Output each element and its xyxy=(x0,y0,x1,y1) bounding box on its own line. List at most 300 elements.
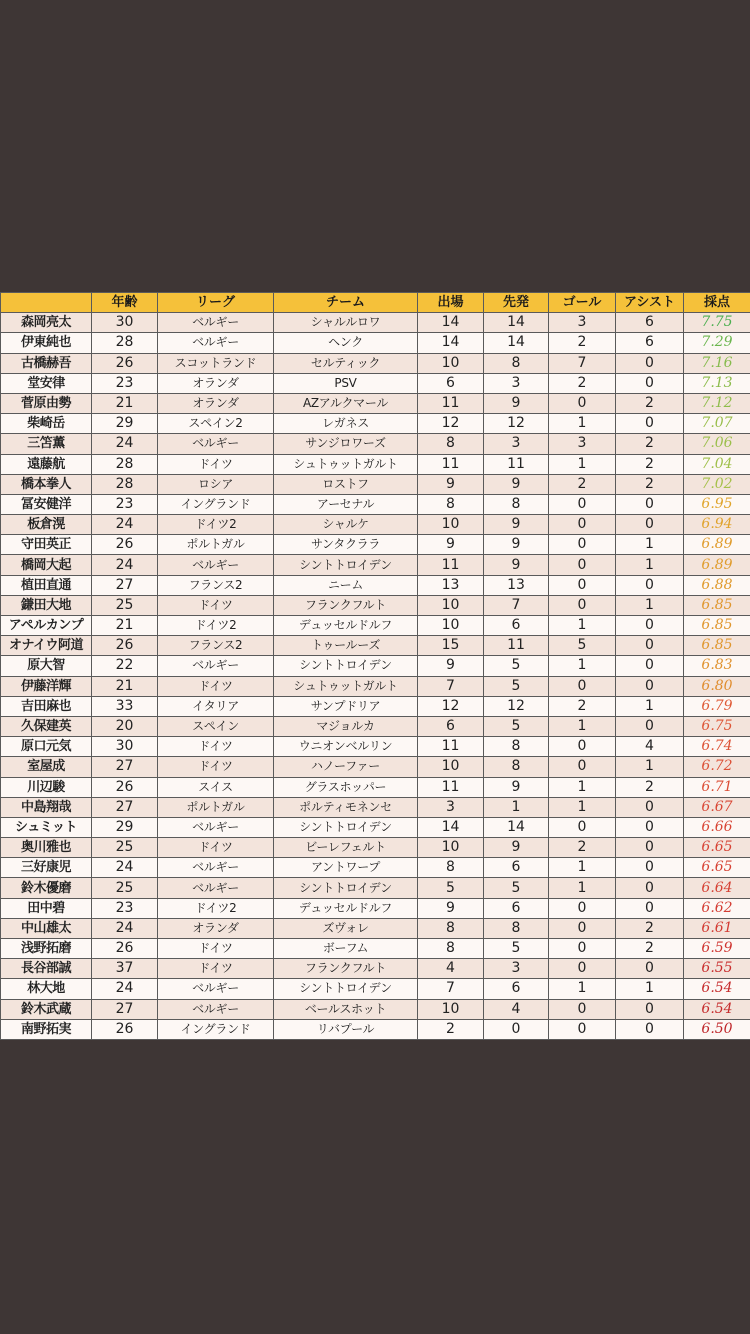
cell-league: スペイン2 xyxy=(158,414,274,434)
cell-starts: 14 xyxy=(484,333,549,353)
cell-name: 吉田麻也 xyxy=(1,696,92,716)
cell-starts: 8 xyxy=(484,353,549,373)
cell-league: ドイツ xyxy=(158,737,274,757)
cell-team: サンジロワーズ xyxy=(274,434,418,454)
cell-name: 守田英正 xyxy=(1,535,92,555)
cell-age: 21 xyxy=(92,393,158,413)
cell-name: 板倉滉 xyxy=(1,515,92,535)
cell-assists: 1 xyxy=(616,555,684,575)
cell-starts: 9 xyxy=(484,838,549,858)
cell-starts: 6 xyxy=(484,979,549,999)
cell-league: ロシア xyxy=(158,474,274,494)
cell-assists: 0 xyxy=(616,898,684,918)
cell-rating: 7.02 xyxy=(684,474,750,494)
cell-apps: 12 xyxy=(418,696,484,716)
cell-name: 原口元気 xyxy=(1,737,92,757)
cell-assists: 0 xyxy=(616,676,684,696)
cell-goals: 0 xyxy=(549,737,616,757)
cell-league: フランス2 xyxy=(158,636,274,656)
cell-team: レガネス xyxy=(274,414,418,434)
cell-goals: 1 xyxy=(549,858,616,878)
cell-rating: 6.80 xyxy=(684,676,750,696)
cell-assists: 0 xyxy=(616,515,684,535)
cell-starts: 9 xyxy=(484,515,549,535)
cell-league: イタリア xyxy=(158,696,274,716)
cell-assists: 2 xyxy=(616,434,684,454)
cell-league: オランダ xyxy=(158,373,274,393)
table-row xyxy=(1,434,750,454)
cell-apps: 2 xyxy=(418,1019,484,1039)
cell-starts: 5 xyxy=(484,878,549,898)
cell-assists: 0 xyxy=(616,373,684,393)
cell-apps: 8 xyxy=(418,918,484,938)
table-row xyxy=(1,1019,750,1039)
cell-team: アーセナル xyxy=(274,494,418,514)
cell-league: ベルギー xyxy=(158,333,274,353)
cell-age: 27 xyxy=(92,999,158,1019)
cell-age: 26 xyxy=(92,939,158,959)
cell-starts: 5 xyxy=(484,716,549,736)
cell-team: シントトロイデン xyxy=(274,817,418,837)
cell-starts: 12 xyxy=(484,414,549,434)
cell-team: シントトロイデン xyxy=(274,656,418,676)
cell-name: 長谷部誠 xyxy=(1,959,92,979)
cell-league: ドイツ xyxy=(158,595,274,615)
cell-assists: 6 xyxy=(616,313,684,333)
cell-starts: 9 xyxy=(484,393,549,413)
cell-age: 25 xyxy=(92,838,158,858)
table-row xyxy=(1,555,750,575)
table-row xyxy=(1,999,750,1019)
cell-name: アペルカンプ xyxy=(1,616,92,636)
cell-starts: 6 xyxy=(484,858,549,878)
cell-league: ベルギー xyxy=(158,555,274,575)
table-row xyxy=(1,979,750,999)
cell-rating: 6.66 xyxy=(684,817,750,837)
table-row xyxy=(1,939,750,959)
cell-name: 冨安健洋 xyxy=(1,494,92,514)
cell-goals: 0 xyxy=(549,898,616,918)
cell-league: スコットランド xyxy=(158,353,274,373)
cell-starts: 9 xyxy=(484,474,549,494)
cell-starts: 14 xyxy=(484,817,549,837)
table-row xyxy=(1,737,750,757)
table-row xyxy=(1,414,750,434)
cell-league: スイス xyxy=(158,777,274,797)
cell-apps: 3 xyxy=(418,797,484,817)
cell-goals: 1 xyxy=(549,414,616,434)
cell-apps: 11 xyxy=(418,777,484,797)
cell-apps: 13 xyxy=(418,575,484,595)
table-row xyxy=(1,918,750,938)
cell-name: 遠藤航 xyxy=(1,454,92,474)
cell-age: 21 xyxy=(92,676,158,696)
cell-league: ドイツ xyxy=(158,959,274,979)
cell-apps: 10 xyxy=(418,616,484,636)
cell-league: ドイツ xyxy=(158,939,274,959)
cell-rating: 6.89 xyxy=(684,535,750,555)
cell-name: シュミット xyxy=(1,817,92,837)
cell-name: 原大智 xyxy=(1,656,92,676)
cell-apps: 10 xyxy=(418,595,484,615)
cell-age: 24 xyxy=(92,555,158,575)
cell-starts: 9 xyxy=(484,555,549,575)
cell-name: 植田直通 xyxy=(1,575,92,595)
cell-starts: 6 xyxy=(484,898,549,918)
cell-rating: 6.75 xyxy=(684,716,750,736)
cell-rating: 6.85 xyxy=(684,595,750,615)
cell-starts: 5 xyxy=(484,939,549,959)
table-row xyxy=(1,757,750,777)
cell-rating: 6.55 xyxy=(684,959,750,979)
cell-rating: 6.89 xyxy=(684,555,750,575)
cell-age: 23 xyxy=(92,898,158,918)
cell-team: シントトロイデン xyxy=(274,555,418,575)
cell-rating: 7.13 xyxy=(684,373,750,393)
cell-age: 24 xyxy=(92,979,158,999)
cell-goals: 0 xyxy=(549,1019,616,1039)
cell-team: ウニオンベルリン xyxy=(274,737,418,757)
table-row xyxy=(1,494,750,514)
cell-goals: 1 xyxy=(549,979,616,999)
header-team: チーム xyxy=(274,293,418,313)
cell-rating: 6.85 xyxy=(684,636,750,656)
cell-apps: 8 xyxy=(418,939,484,959)
cell-age: 26 xyxy=(92,535,158,555)
cell-age: 21 xyxy=(92,616,158,636)
cell-goals: 3 xyxy=(549,434,616,454)
cell-goals: 0 xyxy=(549,676,616,696)
cell-rating: 6.59 xyxy=(684,939,750,959)
cell-rating: 6.61 xyxy=(684,918,750,938)
table-row xyxy=(1,838,750,858)
cell-team: ビーレフェルト xyxy=(274,838,418,858)
cell-rating: 7.16 xyxy=(684,353,750,373)
cell-name: 浅野拓磨 xyxy=(1,939,92,959)
cell-rating: 6.62 xyxy=(684,898,750,918)
cell-age: 28 xyxy=(92,474,158,494)
cell-goals: 0 xyxy=(549,918,616,938)
cell-starts: 1 xyxy=(484,797,549,817)
cell-league: ドイツ xyxy=(158,676,274,696)
cell-starts: 9 xyxy=(484,777,549,797)
cell-name: 鈴木優磨 xyxy=(1,878,92,898)
cell-goals: 1 xyxy=(549,797,616,817)
cell-goals: 0 xyxy=(549,515,616,535)
cell-starts: 8 xyxy=(484,918,549,938)
cell-apps: 8 xyxy=(418,858,484,878)
cell-assists: 0 xyxy=(616,414,684,434)
cell-apps: 7 xyxy=(418,676,484,696)
cell-league: フランス2 xyxy=(158,575,274,595)
header-starts: 先発 xyxy=(484,293,549,313)
cell-league: ドイツ xyxy=(158,757,274,777)
cell-name: 橋本拳人 xyxy=(1,474,92,494)
cell-apps: 10 xyxy=(418,838,484,858)
cell-age: 27 xyxy=(92,797,158,817)
header-assists: アシスト xyxy=(616,293,684,313)
cell-age: 26 xyxy=(92,636,158,656)
cell-goals: 0 xyxy=(549,959,616,979)
cell-goals: 2 xyxy=(549,838,616,858)
cell-name: 堂安律 xyxy=(1,373,92,393)
cell-age: 28 xyxy=(92,333,158,353)
table-row xyxy=(1,474,750,494)
cell-team: グラスホッパー xyxy=(274,777,418,797)
table-row xyxy=(1,353,750,373)
cell-starts: 7 xyxy=(484,595,549,615)
cell-age: 25 xyxy=(92,878,158,898)
cell-league: ベルギー xyxy=(158,434,274,454)
cell-goals: 0 xyxy=(549,575,616,595)
cell-age: 37 xyxy=(92,959,158,979)
table-row xyxy=(1,393,750,413)
cell-starts: 0 xyxy=(484,1019,549,1039)
cell-league: ベルギー xyxy=(158,817,274,837)
cell-assists: 0 xyxy=(616,797,684,817)
cell-team: ズヴォレ xyxy=(274,918,418,938)
cell-assists: 2 xyxy=(616,939,684,959)
cell-age: 28 xyxy=(92,454,158,474)
ratings-sheet xyxy=(0,292,750,1040)
cell-age: 24 xyxy=(92,858,158,878)
cell-apps: 6 xyxy=(418,373,484,393)
cell-apps: 5 xyxy=(418,878,484,898)
cell-name: 鈴木武蔵 xyxy=(1,999,92,1019)
cell-rating: 6.54 xyxy=(684,999,750,1019)
cell-assists: 1 xyxy=(616,979,684,999)
cell-league: ドイツ xyxy=(158,454,274,474)
cell-goals: 7 xyxy=(549,353,616,373)
cell-league: ポルトガル xyxy=(158,535,274,555)
cell-apps: 6 xyxy=(418,716,484,736)
cell-team: AZアルクマール xyxy=(274,393,418,413)
cell-age: 22 xyxy=(92,656,158,676)
table-row xyxy=(1,313,750,333)
table-row xyxy=(1,454,750,474)
cell-goals: 1 xyxy=(549,716,616,736)
cell-rating: 6.50 xyxy=(684,1019,750,1039)
cell-name: 菅原由勢 xyxy=(1,393,92,413)
cell-league: オランダ xyxy=(158,918,274,938)
cell-rating: 6.71 xyxy=(684,777,750,797)
cell-age: 33 xyxy=(92,696,158,716)
cell-name: 久保建英 xyxy=(1,716,92,736)
cell-name: 三笘薫 xyxy=(1,434,92,454)
table-row xyxy=(1,696,750,716)
cell-age: 24 xyxy=(92,434,158,454)
cell-goals: 0 xyxy=(549,393,616,413)
cell-apps: 11 xyxy=(418,393,484,413)
cell-assists: 0 xyxy=(616,817,684,837)
cell-name: 柴崎岳 xyxy=(1,414,92,434)
cell-starts: 14 xyxy=(484,313,549,333)
cell-assists: 0 xyxy=(616,616,684,636)
cell-league: ベルギー xyxy=(158,999,274,1019)
cell-league: ベルギー xyxy=(158,313,274,333)
cell-league: スペイン xyxy=(158,716,274,736)
cell-apps: 4 xyxy=(418,959,484,979)
cell-apps: 8 xyxy=(418,494,484,514)
cell-goals: 0 xyxy=(549,595,616,615)
cell-name: 三好康児 xyxy=(1,858,92,878)
cell-apps: 8 xyxy=(418,434,484,454)
cell-starts: 5 xyxy=(484,656,549,676)
cell-goals: 2 xyxy=(549,474,616,494)
cell-goals: 0 xyxy=(549,535,616,555)
table-row xyxy=(1,676,750,696)
cell-apps: 11 xyxy=(418,555,484,575)
table-row xyxy=(1,656,750,676)
cell-starts: 12 xyxy=(484,696,549,716)
cell-name: 田中碧 xyxy=(1,898,92,918)
cell-assists: 0 xyxy=(616,999,684,1019)
cell-team: ハノーファー xyxy=(274,757,418,777)
cell-apps: 9 xyxy=(418,898,484,918)
cell-age: 24 xyxy=(92,918,158,938)
cell-team: セルティック xyxy=(274,353,418,373)
table-body xyxy=(1,313,750,1040)
cell-team: ニーム xyxy=(274,575,418,595)
cell-apps: 14 xyxy=(418,313,484,333)
header-age: 年齢 xyxy=(92,293,158,313)
cell-age: 26 xyxy=(92,353,158,373)
cell-name: 古橋赫吾 xyxy=(1,353,92,373)
cell-team: デュッセルドルフ xyxy=(274,616,418,636)
cell-rating: 6.94 xyxy=(684,515,750,535)
cell-goals: 3 xyxy=(549,313,616,333)
cell-league: ベルギー xyxy=(158,656,274,676)
cell-rating: 6.65 xyxy=(684,838,750,858)
cell-age: 20 xyxy=(92,716,158,736)
cell-age: 30 xyxy=(92,313,158,333)
cell-starts: 6 xyxy=(484,616,549,636)
cell-apps: 9 xyxy=(418,656,484,676)
cell-team: アントワープ xyxy=(274,858,418,878)
cell-starts: 5 xyxy=(484,676,549,696)
table-row xyxy=(1,777,750,797)
cell-rating: 6.64 xyxy=(684,878,750,898)
cell-age: 23 xyxy=(92,373,158,393)
cell-team: マジョルカ xyxy=(274,716,418,736)
cell-assists: 2 xyxy=(616,454,684,474)
cell-team: シャルルロワ xyxy=(274,313,418,333)
header-rating: 採点 xyxy=(684,293,750,313)
cell-apps: 9 xyxy=(418,535,484,555)
cell-team: ポルティモネンセ xyxy=(274,797,418,817)
table-row xyxy=(1,535,750,555)
header-apps: 出場 xyxy=(418,293,484,313)
cell-apps: 10 xyxy=(418,999,484,1019)
cell-age: 27 xyxy=(92,757,158,777)
cell-apps: 14 xyxy=(418,817,484,837)
cell-goals: 0 xyxy=(549,757,616,777)
cell-name: 鎌田大地 xyxy=(1,595,92,615)
table-row xyxy=(1,959,750,979)
table-row xyxy=(1,716,750,736)
cell-apps: 9 xyxy=(418,474,484,494)
cell-apps: 14 xyxy=(418,333,484,353)
cell-assists: 1 xyxy=(616,595,684,615)
cell-goals: 2 xyxy=(549,696,616,716)
cell-assists: 1 xyxy=(616,535,684,555)
cell-team: トゥールーズ xyxy=(274,636,418,656)
cell-rating: 7.07 xyxy=(684,414,750,434)
cell-name: 奥川雅也 xyxy=(1,838,92,858)
cell-assists: 0 xyxy=(616,636,684,656)
cell-starts: 4 xyxy=(484,999,549,1019)
cell-team: ロストフ xyxy=(274,474,418,494)
cell-age: 29 xyxy=(92,817,158,837)
cell-team: シュトゥットガルト xyxy=(274,676,418,696)
cell-rating: 7.29 xyxy=(684,333,750,353)
table-row xyxy=(1,898,750,918)
cell-apps: 12 xyxy=(418,414,484,434)
cell-goals: 0 xyxy=(549,939,616,959)
cell-age: 29 xyxy=(92,414,158,434)
cell-apps: 10 xyxy=(418,515,484,535)
cell-age: 26 xyxy=(92,777,158,797)
cell-league: ポルトガル xyxy=(158,797,274,817)
cell-goals: 1 xyxy=(549,616,616,636)
table-row xyxy=(1,373,750,393)
cell-apps: 10 xyxy=(418,353,484,373)
cell-league: ベルギー xyxy=(158,878,274,898)
cell-goals: 2 xyxy=(549,333,616,353)
header-league: リーグ xyxy=(158,293,274,313)
cell-rating: 6.74 xyxy=(684,737,750,757)
cell-rating: 6.65 xyxy=(684,858,750,878)
cell-starts: 11 xyxy=(484,454,549,474)
cell-starts: 11 xyxy=(484,636,549,656)
cell-starts: 3 xyxy=(484,959,549,979)
cell-goals: 0 xyxy=(549,999,616,1019)
cell-league: イングランド xyxy=(158,494,274,514)
table-row xyxy=(1,636,750,656)
table-row xyxy=(1,575,750,595)
cell-rating: 6.67 xyxy=(684,797,750,817)
cell-team: フランクフルト xyxy=(274,959,418,979)
cell-goals: 0 xyxy=(549,817,616,837)
cell-name: 伊藤洋輝 xyxy=(1,676,92,696)
cell-assists: 2 xyxy=(616,474,684,494)
cell-rating: 6.54 xyxy=(684,979,750,999)
cell-team: ヘンク xyxy=(274,333,418,353)
table-row xyxy=(1,515,750,535)
cell-goals: 5 xyxy=(549,636,616,656)
cell-apps: 11 xyxy=(418,737,484,757)
cell-assists: 2 xyxy=(616,777,684,797)
cell-team: シントトロイデン xyxy=(274,979,418,999)
cell-rating: 6.83 xyxy=(684,656,750,676)
cell-goals: 2 xyxy=(549,373,616,393)
table-row xyxy=(1,616,750,636)
cell-age: 23 xyxy=(92,494,158,514)
cell-starts: 8 xyxy=(484,494,549,514)
cell-goals: 1 xyxy=(549,878,616,898)
cell-name: 林大地 xyxy=(1,979,92,999)
cell-assists: 0 xyxy=(616,838,684,858)
cell-assists: 0 xyxy=(616,959,684,979)
cell-age: 25 xyxy=(92,595,158,615)
cell-age: 26 xyxy=(92,1019,158,1039)
cell-rating: 7.12 xyxy=(684,393,750,413)
table-row xyxy=(1,797,750,817)
cell-starts: 3 xyxy=(484,373,549,393)
cell-assists: 0 xyxy=(616,858,684,878)
cell-team: ベールスホット xyxy=(274,999,418,1019)
cell-goals: 0 xyxy=(549,555,616,575)
